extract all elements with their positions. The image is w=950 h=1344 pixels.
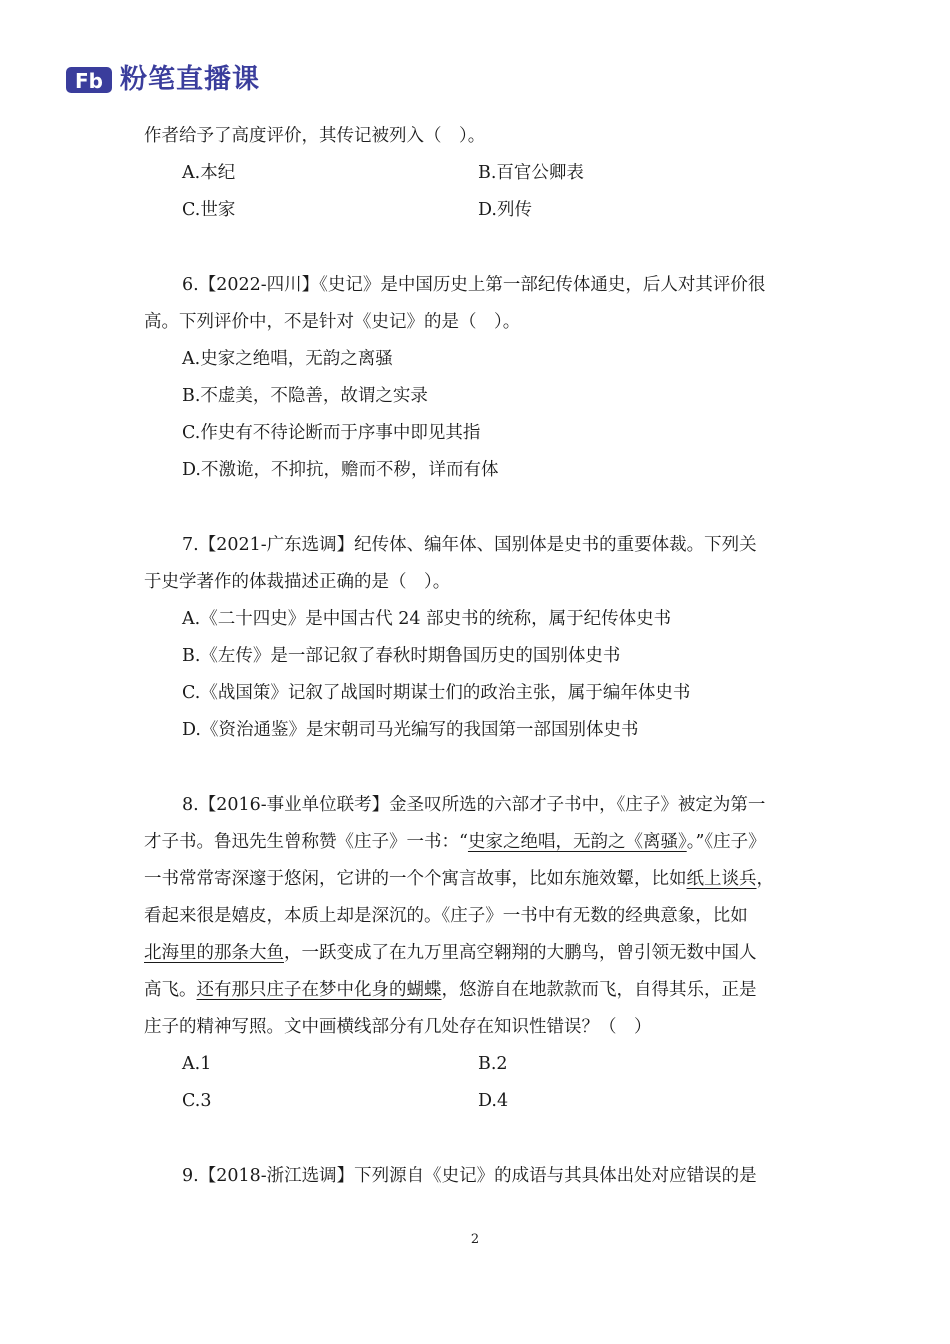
- q8-stem-line-5: 北海里的那条大鱼，一跃变成了在九万里高空翱翔的大鹏鸟，曾引领无数中国人: [144, 943, 757, 963]
- q6-stem-line-2: 高。下列评价中，不是针对《史记》的是（ ）。: [144, 312, 521, 332]
- brand-name: 粉笔直播课: [120, 64, 260, 95]
- q6-option-b: B.不虚美，不隐善，故谓之实录: [182, 386, 428, 406]
- logo-letters: Fb: [75, 69, 103, 93]
- q7-option-d: D.《资治通鉴》是宋朝司马光编写的我国第一部国别体史书: [182, 720, 639, 740]
- document-body: [144, 118, 810, 1195]
- q5-option-d: D.列传: [478, 200, 532, 220]
- q9-stem-line-1: 9.【2018-浙江选调】下列源自《史记》的成语与其具体出处对应错误的是: [182, 1166, 757, 1186]
- q5-option-b: B.百官公卿表: [478, 163, 584, 183]
- q8-underline-2: 纸上谈兵: [686, 869, 757, 889]
- q8-option-c: C.3: [182, 1091, 212, 1111]
- q5-option-a: A.本纪: [182, 163, 236, 183]
- page-number: 2: [470, 1232, 480, 1247]
- q7-option-b: B.《左传》是一部记叙了春秋时期鲁国历史的国别体史书: [182, 646, 621, 666]
- q8-stem-line-7: 庄子的精神写照。文中画横线部分有几处存在知识性错误？（ ）: [144, 1017, 652, 1037]
- q8-options-row-2: [144, 1083, 810, 1120]
- q8-options-row-1: [144, 1046, 810, 1083]
- q8-stem-line-3: 一书常常寄深邃于悠闲，它讲的一个个寓言故事，比如东施效颦，比如纸上谈兵，: [144, 869, 774, 889]
- q8-stem-line-1: 8.【2016-事业单位联考】金圣叹所选的六部才子书中，《庄子》被定为第一: [182, 795, 766, 815]
- q7-stem-line-1: 7.【2021-广东选调】纪传体、编年体、国别体是史书的重要体裁。下列关: [182, 535, 757, 555]
- q7-stem-line-2: 于史学著作的体裁描述正确的是（ ）。: [144, 572, 451, 592]
- q7-option-c: C.《战国策》记叙了战国时期谋士们的政治主张，属于编年体史书: [182, 683, 691, 703]
- q8-stem-line-4: 看起来很是嬉皮，本质上却是深沉的。《庄子》一书中有无数的经典意象，比如: [144, 906, 748, 926]
- q6-option-d: D.不激诡，不抑抗，赡而不秽，详而有体: [182, 460, 499, 480]
- q5-options-row-1: [144, 155, 810, 192]
- q8-underline-1: 史家之绝唱，无韵之《离骚》: [467, 832, 687, 852]
- q5-options-row-2: [144, 192, 810, 229]
- q5-stem-tail: 作者给予了高度评价，其传记被列入（ ）。: [144, 126, 486, 146]
- q6-option-a: A.史家之绝唱，无韵之离骚: [182, 349, 393, 369]
- q8-stem-line-6: 高飞。还有那只庄子在梦中化身的蝴蝶，悠游自在地款款而飞，自得其乐，正是: [144, 980, 757, 1000]
- q8-underline-3: 北海里的那条大鱼: [144, 943, 284, 963]
- q6-option-c: C.作史有不待论断而于序事中即见其指: [182, 423, 481, 443]
- brand-header: [66, 60, 260, 100]
- q8-option-d: D.4: [478, 1091, 509, 1111]
- q8-option-a: A.1: [182, 1054, 212, 1074]
- q7-option-a: A.《二十四史》是中国古代 24 部史书的统称，属于纪传体史书: [182, 609, 672, 629]
- q5-option-c: C.世家: [182, 200, 236, 220]
- fb-logo-icon: [66, 64, 112, 96]
- q8-underline-4: 还有那只庄子在梦中化身的蝴蝶: [196, 980, 442, 1000]
- q8-stem-line-2: 才子书。鲁迅先生曾称赞《庄子》一书：“史家之绝唱，无韵之《离骚》。”《庄子》: [144, 832, 766, 852]
- q8-option-b: B.2: [478, 1054, 508, 1074]
- q6-stem-line-1: 6.【2022-四川】《史记》是中国历史上第一部纪传体通史，后人对其评价很: [182, 275, 766, 295]
